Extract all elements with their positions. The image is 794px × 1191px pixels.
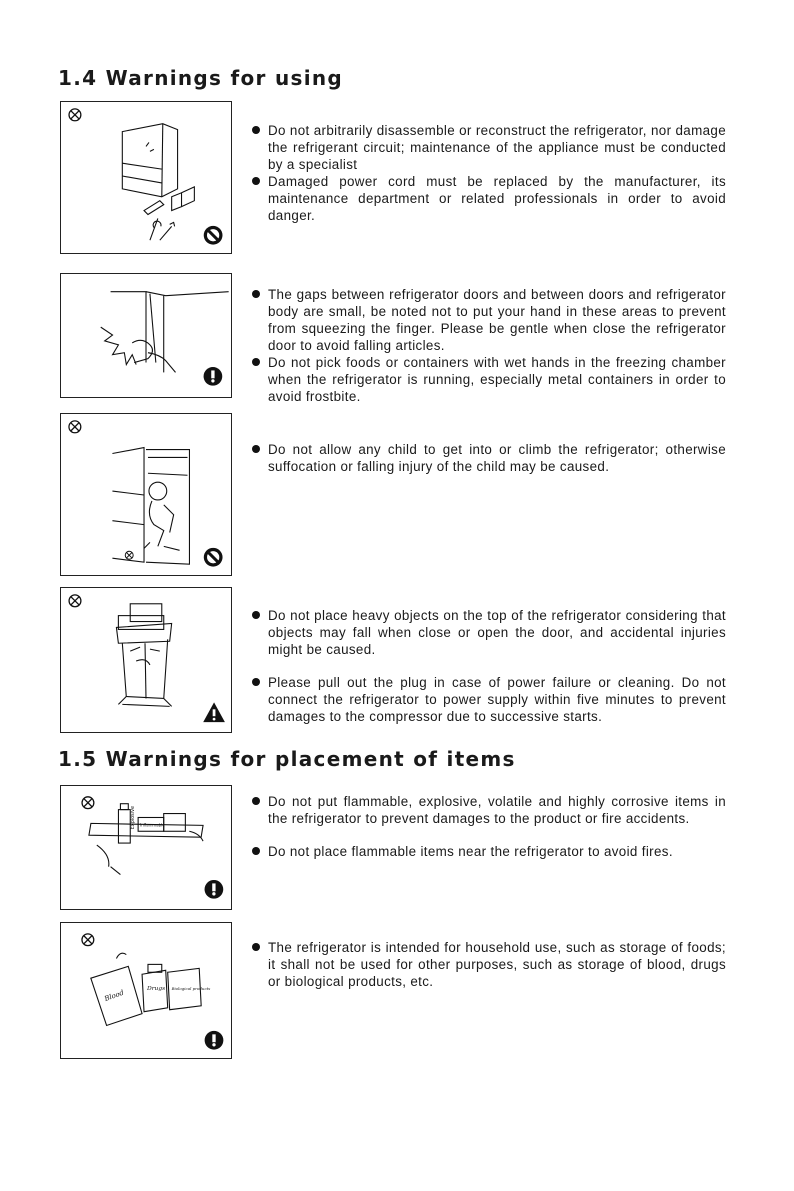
prohibited-circle-icon xyxy=(69,421,81,433)
illustration-biological-products xyxy=(60,922,232,1059)
no-entry-icon xyxy=(204,226,223,245)
child-fridge-drawing xyxy=(112,448,189,565)
warning-list-5 xyxy=(251,793,726,860)
no-entry-icon xyxy=(204,548,223,567)
prohibited-circle-icon xyxy=(82,934,94,946)
shelf-bottles-drawing xyxy=(89,804,203,875)
list-item: The gaps between refrigerator doors and between doors and refrigerator body are small, be noted not to put your hand in these areas to prevent from squeezing the finger. Please be gentle when close the refrigerator door to avoid falling articles. xyxy=(251,286,726,354)
list-item: Do not put flammable, explosive, volatile and highly corrosive items in the refrigerator to prevent damages to the product or fire accidents. xyxy=(251,793,726,827)
list-item: Do not place flammable items near the refrigerator to avoid fires. xyxy=(251,843,726,860)
prohibited-circle-icon xyxy=(69,109,81,121)
warning-list-6 xyxy=(251,939,726,990)
illustration-door-gap xyxy=(60,273,232,398)
list-item: The refrigerator is intended for household use, such as storage of foods; it shall not be used for other purposes, such as storage of blood, drugs or biological products, etc. xyxy=(251,939,726,990)
warning-list-3 xyxy=(251,441,726,475)
list-item: Please pull out the plug in case of power failure or cleaning. Do not connect the refrigerator to power supply within five minutes to prevent damages to the compressor due to successive starts. xyxy=(251,674,726,725)
list-item: Do not place heavy objects on the top of the refrigerator considering that objects may fall when close or open the door, and accidental injuries might be caused. xyxy=(251,607,726,658)
fridge-drawing xyxy=(122,124,194,240)
label-inflammable: Inflammable xyxy=(140,822,165,828)
section-heading-1-5: 1.5 Warnings for placement of items xyxy=(58,747,516,771)
warning-list-2 xyxy=(251,286,726,405)
fridge-with-boxes-drawing xyxy=(116,604,171,707)
exclamation-icon xyxy=(204,367,223,386)
label-biological-products: Biological products xyxy=(171,986,211,992)
list-item: Do not allow any child to get into or climb the refrigerator; otherwise suffocation or falling injury of the child may be caused. xyxy=(251,441,726,475)
illustration-flammable-items xyxy=(60,785,232,910)
exclamation-icon xyxy=(205,1031,224,1050)
warning-list-1 xyxy=(251,122,726,224)
list-item: Do not pick foods or containers with wet hands in the freezing chamber when the refrigerator is running, especially metal containers in order to avoid frostbite. xyxy=(251,354,726,405)
list-item: Do not arbitrarily disassemble or reconstruct the refrigerator, nor damage the refrigerant circuit; maintenance of the appliance must be conducted by a specialist xyxy=(251,122,726,173)
prohibited-circle-icon xyxy=(82,797,94,809)
label-drugs: Drugs xyxy=(146,986,166,993)
door-hand-drawing xyxy=(101,292,229,373)
illustration-disassembly xyxy=(60,101,232,254)
label-blood: Blood xyxy=(103,988,125,1003)
illustration-child-climbing xyxy=(60,413,232,576)
list-item: Damaged power cord must be replaced by the manufacturer, its maintenance department or related professionals in order to avoid danger. xyxy=(251,173,726,224)
section-heading-1-4: 1.4 Warnings for using xyxy=(58,66,344,90)
prohibited-circle-icon xyxy=(69,595,81,607)
illustration-heavy-objects xyxy=(60,587,232,733)
warning-list-4 xyxy=(251,607,726,725)
exclamation-icon xyxy=(205,880,224,899)
label-explosive: Explosive xyxy=(130,805,137,830)
prohibited-circle-icon xyxy=(125,551,133,559)
warning-triangle-icon xyxy=(203,702,225,722)
